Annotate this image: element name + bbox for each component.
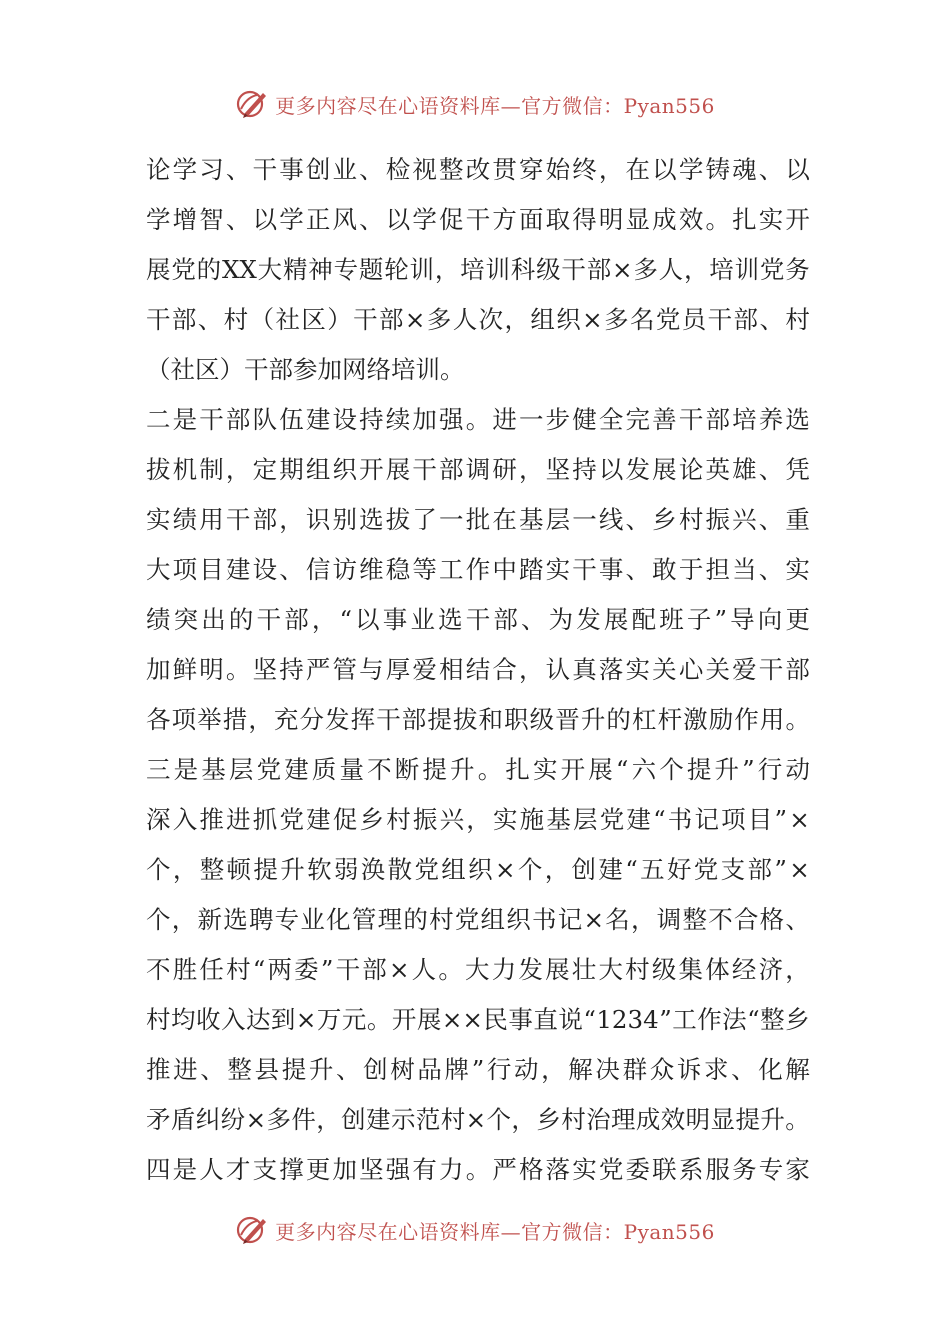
- pen-logo-icon: [235, 1213, 269, 1247]
- body-line: 个 ， 新 选 聘 专 业 化 管 理 的 村 党 组 织 书 记 × 名 ， 调 整 不 合 格 、: [146, 905, 810, 934]
- pen-logo-icon: [235, 87, 269, 121]
- body-line: 干 部 、 村 （ 社 区 ） 干 部 × 多 人 次 ， 组 织 × 多 名 党 员 干 部 、 村: [146, 305, 810, 334]
- body-line: 三 是 基 层 党 建 质 量 不 断 提 升 。 扎 实 开 展 “ 六 个 提 升 ” 行 动: [146, 755, 810, 784]
- body-line: 不 胜 任 村 “ 两 委 ” 干 部 × 人 。 大 力 发 展 壮 大 村 级 集 体 经 济 ，: [146, 955, 810, 984]
- body-line: 学 增 智 、 以 学 正 风 、 以 学 促 干 方 面 取 得 明 显 成 效 。 扎 实 开: [146, 205, 810, 234]
- body-line: 加 鲜 明 。 坚 持 严 管 与 厚 爱 相 结 合 ， 认 真 落 实 关 心 关 爱 干 部: [146, 655, 810, 684]
- body-line: 实 绩 用 干 部 ， 识 别 选 拔 了 一 批 在 基 层 一 线 、 乡 村 振 兴 、 重: [146, 505, 810, 534]
- body-line: 二 是 干 部 队 伍 建 设 持 续 加 强 。 进 一 步 健 全 完 善 干 部 培 养 选: [146, 405, 810, 434]
- header-banner-text: 更多内容尽在心语资料库—官方微信：Pyan556: [275, 93, 715, 118]
- body-line: 展 党 的 XX 大 精 神 专 题 轮 训 ， 培 训 科 级 干 部 × 多 人 ， 培 训 党 务: [146, 255, 810, 284]
- body-line: 深 入 推 进 抓 党 建 促 乡 村 振 兴 ， 实 施 基 层 党 建 “ 书 记 项 目 ” ×: [146, 805, 810, 834]
- body-line: 个 ， 整 顿 提 升 软 弱 涣 散 党 组 织 × 个 ， 创 建 “ 五 好 党 支 部 ” ×: [146, 855, 810, 884]
- body-line: 大 项 目 建 设 、 信 访 维 稳 等 工 作 中 踏 实 干 事 、 敢 于 担 当 、 实: [146, 555, 810, 584]
- body-line: 推 进 、 整 县 提 升 、 创 树 品 牌 ” 行 动 ， 解 决 群 众 诉 求 、 化 解: [146, 1055, 810, 1084]
- body-line: 村 均 收 入 达 到 × 万 元 。 开 展 ×× 民 事 直 说 “ 1234 ” 工 作 法 “ 整 乡: [146, 1005, 810, 1034]
- body-line: 各 项 举 措 ， 充 分 发 挥 干 部 提 拔 和 职 级 晋 升 的 杠 杆 激 励 作 用 。: [146, 705, 810, 734]
- footer-banner: [0, 1210, 950, 1250]
- body-line: 拔 机 制 ， 定 期 组 织 开 展 干 部 调 研 ， 坚 持 以 发 展 论 英 雄 、 凭: [146, 455, 810, 484]
- header-banner: [0, 84, 950, 124]
- body-line: 四 是 人 才 支 撑 更 加 坚 强 有 力 。 严 格 落 实 党 委 联 系 服 务 专 家: [146, 1155, 810, 1184]
- body-line: （社区）干部参加网络培训。: [146, 355, 465, 384]
- body-line: 绩 突 出 的 干 部 ， “ 以 事 业 选 干 部 、 为 发 展 配 班 子 ” 导 向 更: [146, 605, 810, 634]
- body-line: 论 学 习 、 干 事 创 业 、 检 视 整 改 贯 穿 始 终 ， 在 以 学 铸 魂 、 以: [146, 155, 810, 184]
- document-body: [146, 145, 810, 1195]
- body-line: 矛 盾 纠 纷 × 多 件 ， 创 建 示 范 村 × 个 ， 乡 村 治 理 成 效 明 显 提 升 。: [146, 1105, 810, 1134]
- footer-banner-text: 更多内容尽在心语资料库—官方微信：Pyan556: [275, 1219, 715, 1244]
